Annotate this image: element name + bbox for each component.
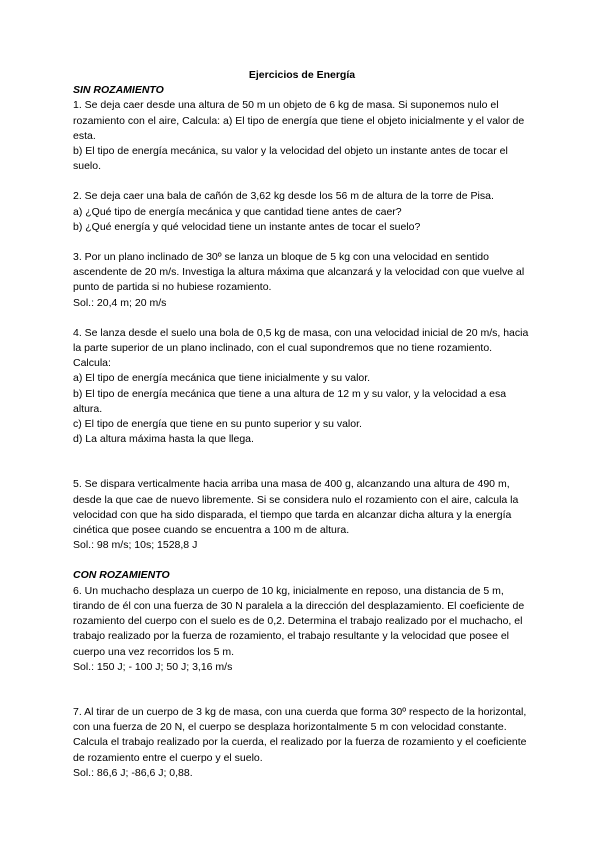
exercise-7-line-1: 7. Al tirar de un cuerpo de 3 kg de masa, con una cuerda que forma 30º respecto de la horizontal, con una fuerza de 20 N, el cuerpo se desplaza horizontalmente 5 m con velocidad constante. Calcula el trabajo realizado por la cuerda, el realizado por la fuerza de rozamiento y el coeficiente de rozamiento entre el cuerpo y el suelo. (73, 705, 527, 764)
exercise-3-solution: Sol.: 20,4 m; 20 m/s (73, 296, 167, 309)
exercise-4-line-5: d) La altura máxima hasta la que llega. (73, 433, 254, 446)
exercise-1-line-1: 1. Se deja caer desde una altura de 50 m un objeto de 6 kg de masa. Si suponemos nulo el rozamiento con el aire, Calcula: a) El tipo de energía que tiene el objeto inicialmente y el valor de esta. (73, 99, 525, 142)
exercise-6-line-1: 6. Un muchacho desplaza un cuerpo de 10 kg, inicialmente en reposo, una distancia de 5 m, tirando de él con una fuerza de 30 N paralela a la dirección del desplazamiento. El coeficiente de rozamiento del cuerpo con el suelo es de 0,2. Determina el trabajo realizado por el muchacho, el trabajo realizado por la fuerza de rozamiento, el trabajo resultante y la velocidad que posee el cuerpo una vez recorridos los 5 m. (73, 584, 525, 658)
exercise-4-line-1: 4. Se lanza desde el suelo una bola de 0,5 kg de masa, con una velocidad inicial de 20 m/s, hacia la parte superior de un plano inclinado, con el cual supondremos que no tiene rozamiento. Calcula: (73, 326, 529, 370)
exercise-5 (73, 477, 531, 553)
exercise-5-line-1: 5. Se dispara verticalmente hacia arriba una masa de 400 g, alcanzando una altura de 490 m, desde la que cae de nuevo libremente. Si se considera nulo el rozamiento con el aire, calcula la velocidad con que ha sido disparada, el tiempo que tarda en alcanzar dicha altura y la energía cinética que posee cuando se encuentra a 100 m de altura. (73, 478, 519, 537)
section-heading-con-rozamiento: CON ROZAMIENTO (73, 569, 170, 582)
exercise-6-solution: Sol.: 150 J; - 100 J; 50 J; 3,16 m/s (73, 660, 233, 673)
document-page (73, 68, 531, 781)
exercise-2-line-1: 2. Se deja caer una bala de cañón de 3,62 kg desde los 56 m de altura de la torre de Pisa. (73, 190, 494, 203)
section-heading-sin-rozamiento: SIN ROZAMIENTO (73, 84, 164, 97)
exercise-7-solution: Sol.: 86,6 J; -86,6 J; 0,88. (73, 766, 193, 779)
exercise-5-solution: Sol.: 98 m/s; 10s; 1528,8 J (73, 539, 198, 552)
exercise-4-line-4: c) El tipo de energía que tiene en su punto superior y su valor. (73, 418, 362, 431)
exercise-3 (73, 250, 531, 311)
exercise-2 (73, 189, 531, 235)
exercise-4-line-3: b) El tipo de energía mecánica que tiene a una altura de 12 m y su valor, y la velocidad a esa altura. (73, 387, 507, 415)
exercise-3-line-1: 3. Por un plano inclinado de 30º se lanza un bloque de 5 kg con una velocidad en sentido ascendente de 20 m/s. Investiga la altura máxima que alcanzará y la velocidad con que vuelve al punto de partida si no hubiese rozamiento. (73, 251, 525, 294)
exercise-7 (73, 705, 531, 781)
exercise-4-line-2: a) El tipo de energía mecánica que tiene inicialmente y su valor. (73, 372, 371, 385)
exercise-1-line-2: b) El tipo de energía mecánica, su valor y la velocidad del objeto un instante antes de tocar el suelo. (73, 145, 508, 173)
exercise-2-line-3: b) ¿Qué energía y qué velocidad tiene un instante antes de tocar el suelo? (73, 220, 421, 233)
exercise-6 (73, 584, 531, 675)
exercise-2-line-2: a) ¿Qué tipo de energía mecánica y que cantidad tiene antes de caer? (73, 205, 402, 218)
page-title: Ejercicios de Energía (248, 69, 356, 81)
exercise-4 (73, 326, 531, 448)
exercise-1 (73, 98, 531, 174)
